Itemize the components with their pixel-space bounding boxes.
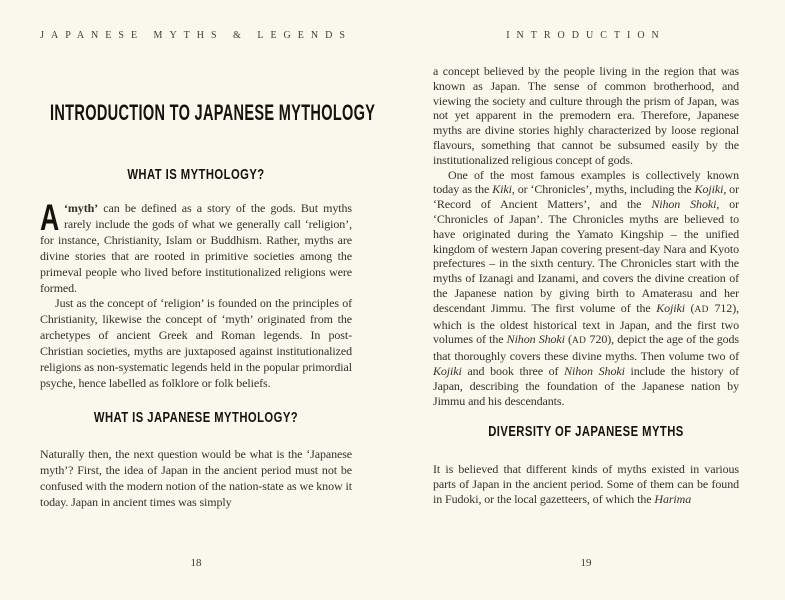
paragraph: One of the most famous examples is collectively known today as the Kiki, or ‘Chronicles’, myths, including the Kojiki, or ‘Record of Ancient Matters’, and the Nihon Shoki, or ‘Chronicles of Japan’. The Chronicles myths are believed to have originated during the Yamato Kingship – the unified kingdom of western Japan covering present-day Nara and Kyoto prefectures – in the sixth century. The Chronicles start with the myths of Izanagi and Izanami, and covers the divine creation of the Japanese nation by giving birth to Amaterasu and her descendant Jimmu. The first volume of the Kojiki (AD 712), which is the oldest historical text in Japan, and the first two volumes of the Nihon Shoki (AD 720), depict the age of the gods that thoroughly covers these divine myths. Then volume two of Kojiki and book three of Nihon Shoki include the history of Japan, describing the foundation of the Japanese nation by Jimmu and his descendants. <box>433 167 740 408</box>
paragraph <box>40 197 352 296</box>
chapter-title: INTRODUCTION TO JAPANESE MYTHOLOGY <box>50 100 376 125</box>
section-heading-what-is-japanese-mythology: WHAT IS JAPANESE MYTHOLOGY? <box>93 408 299 426</box>
paragraph-text: ‘myth’ can be defined as a story of the gods. But myths rarely include the gods of what we generally call ‘religion’, for instance, Christianity, Islam or Buddhism. Rather, myths are divine stories that are rooted in primitive societies among the primeval people who lived before institutionalized religions were formed. <box>40 201 352 295</box>
page-number-right: 19 <box>580 557 592 569</box>
section-heading-what-is-mythology: WHAT IS MYTHOLOGY? <box>127 166 265 183</box>
drop-cap: A <box>40 197 60 238</box>
paragraph: It is believed that different kinds of myths existed in various parts of Japan in the ancient period. Some of them can be found in Fudoki, or the local gazetteers, of which the Harima <box>433 462 739 506</box>
left-page-body <box>40 166 352 511</box>
section-heading-diversity-of-japanese-myths: DIVERSITY OF JAPANESE MYTHS <box>488 423 684 441</box>
running-head-left: JAPANESE MYTHS & LEGENDS <box>40 30 352 41</box>
paragraph: Naturally then, the next question would be what is the ‘Japanese myth’? First, the idea of Japan in the ancient period must not be confused with the modern notion of the nation-state as we know it today. Japan in ancient times was simply <box>40 446 352 509</box>
running-head-right: INTRODUCTION <box>506 30 666 41</box>
right-page-body <box>433 64 739 507</box>
paragraph: a concept believed by the people living in the region that was known as Japan. The sense of common brotherhood, and viewing the society and culture through the prism of Japan, was not yet apparent in the premodern era. Therefore, Japanese myths are divine stories highly characterized by loose regional flavours, something that cannot be subsumed easily by the institutionalized religious concept of gods. <box>433 64 739 167</box>
left-page <box>40 0 376 600</box>
right-page <box>433 0 739 600</box>
paragraph: Just as the concept of ‘religion’ is founded on the principles of Christianity, likewise the concept of ‘myth’ originated from the archetypes of ancient Greek and Roman legends. In post-Christian societies, myths are juxtaposed against institutionalized religions as non-systematic legends held in the popular primordial psyche, hence labelled as folklore or folk beliefs. <box>40 296 352 390</box>
page-number-left: 18 <box>190 557 202 569</box>
